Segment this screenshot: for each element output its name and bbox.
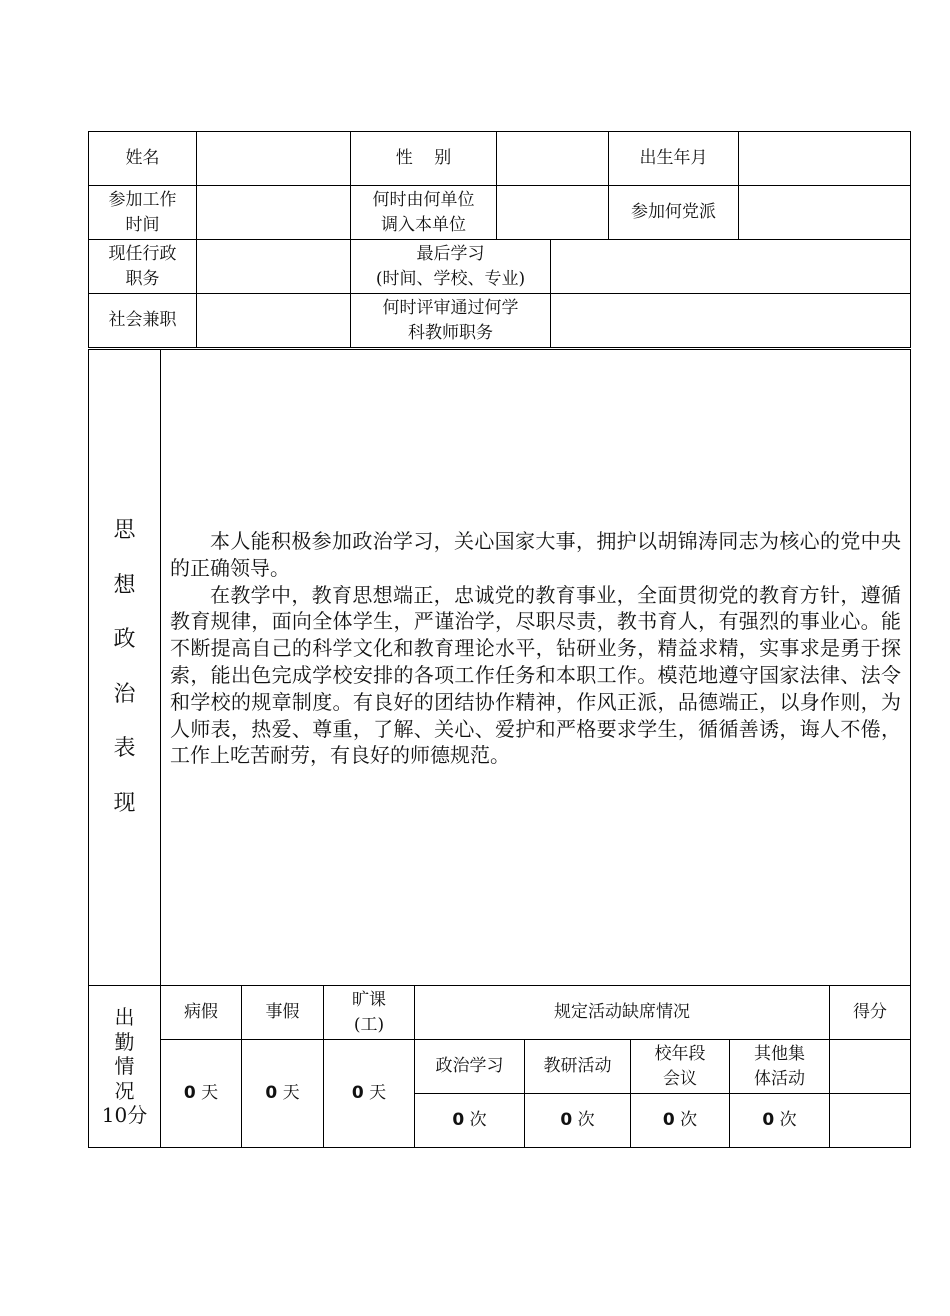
work-start-label: 参加工作 时间 — [89, 186, 197, 240]
education-label: 最后学习 (时间、学校、专业) — [351, 240, 551, 294]
birth-label: 出生年月 — [609, 132, 739, 186]
admin-post-field[interactable] — [197, 240, 351, 294]
title-char: 表 — [113, 736, 136, 761]
political-performance-table — [88, 349, 911, 986]
score-label: 得分 — [830, 986, 911, 1040]
absence-label: 旷课 (工) — [324, 986, 415, 1040]
score-field[interactable] — [830, 1040, 911, 1094]
activity-label-teaching-research: 教研活动 — [525, 1040, 631, 1094]
activity-value-teaching-research[interactable]: 0 次 — [525, 1094, 631, 1148]
attendance-table — [88, 985, 911, 1148]
sick-leave-label: 病假 — [161, 986, 242, 1040]
teacher-title-label: 何时评审通过何学 科教师职务 — [351, 294, 551, 348]
personal-leave-value[interactable]: 0 天 — [242, 1040, 324, 1148]
attendance-title: 出 勤 情 况 10分 — [89, 986, 161, 1148]
transfer-label: 何时由何单位 调入本单位 — [351, 186, 497, 240]
social-post-field[interactable] — [197, 294, 351, 348]
political-performance-text[interactable] — [161, 350, 911, 986]
title-char: 治 — [113, 681, 136, 707]
teacher-title-field[interactable] — [551, 294, 911, 348]
political-performance-title — [89, 350, 161, 986]
title-char: 政 — [113, 627, 136, 652]
gender-label: 性 别 — [351, 132, 497, 186]
birth-field[interactable] — [739, 132, 911, 186]
party-field[interactable] — [739, 186, 911, 240]
activity-value-grade-meeting[interactable]: 0 次 — [631, 1094, 730, 1148]
title-char: 现 — [113, 790, 136, 816]
paragraph: 在教学中，教育思想端正，忠诚党的教育事业，全面贯彻党的教育方针，遵循教育规律，面向全体学生，严谨治学，尽职尽责，教书育人，有强烈的事业心。能不断提高自己的科学文化和教育理论水平，钻研业务，精益求精，实事求是勇于探索，能出色完成学校安排的各项工作任务和本职工作。模范地遵守国家法律、法令和学校的规章制度。有良好的团结协作精神，作风正派，品德端正，以身作则，为人师表，热爱、尊重，了解、关心、爱护和严格要求学生，循循善诱，诲人不倦，工作上吃苦耐劳，有良好的师德规范。 — [170, 582, 901, 768]
name-field[interactable] — [197, 132, 351, 186]
activity-label-political-study: 政治学习 — [415, 1040, 525, 1094]
activity-label-grade-meeting: 校年段 会议 — [631, 1040, 730, 1094]
work-start-field[interactable] — [197, 186, 351, 240]
paragraph: 本人能积极参加政治学习，关心国家大事，拥护以胡锦涛同志为核心的党中央的正确领导。 — [170, 529, 901, 580]
sick-leave-value[interactable]: 0 天 — [161, 1040, 242, 1148]
transfer-field[interactable] — [497, 186, 609, 240]
party-label: 参加何党派 — [609, 186, 739, 240]
activity-value-other-group[interactable]: 0 次 — [730, 1094, 830, 1148]
personal-info-table — [88, 131, 911, 348]
admin-post-label: 现任行政 职务 — [89, 240, 197, 294]
activity-absence-label: 规定活动缺席情况 — [415, 986, 830, 1040]
activity-label-other-group: 其他集 体活动 — [730, 1040, 830, 1094]
name-label: 姓名 — [89, 132, 197, 186]
personal-leave-label: 事假 — [242, 986, 324, 1040]
education-field[interactable] — [551, 240, 911, 294]
title-char: 思 — [113, 518, 136, 543]
activity-value-political-study[interactable]: 0 次 — [415, 1094, 525, 1148]
gender-field[interactable] — [497, 132, 609, 186]
absence-value[interactable]: 0 天 — [324, 1040, 415, 1148]
title-char: 想 — [113, 572, 136, 598]
score-value-field[interactable] — [830, 1094, 911, 1148]
social-post-label: 社会兼职 — [89, 294, 197, 348]
